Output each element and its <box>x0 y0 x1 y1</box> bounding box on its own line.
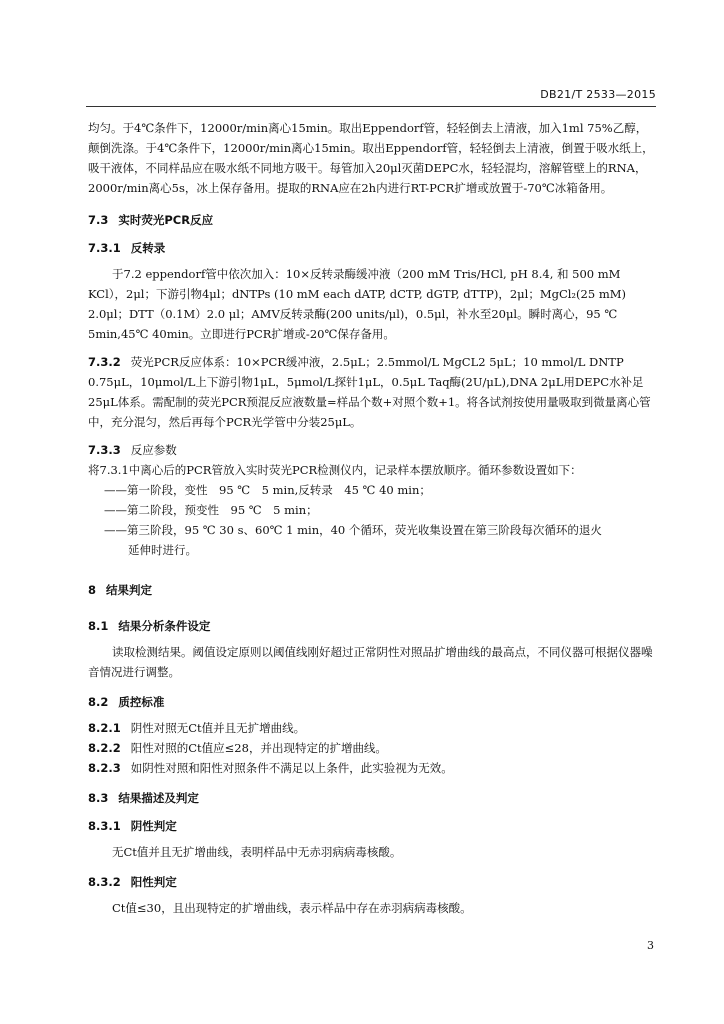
heading-7-3-3 <box>88 440 656 460</box>
list-item-8-2-2 <box>88 738 656 758</box>
paragraph-positive-result: Ct值≤30，且出现特定的扩增曲线，表示样品中存在赤羽病病毒核酸。 <box>112 901 472 915</box>
item-number: 8.2.1 <box>88 721 121 735</box>
heading-7-3 <box>88 210 656 230</box>
heading-7-3-1 <box>88 238 656 258</box>
heading-title: 实时荧光PCR反应 <box>118 213 214 227</box>
heading-number: 8.2 <box>88 695 109 709</box>
paragraph-7-3-2 <box>88 352 656 432</box>
paragraph-negative-result: 无Ct值并且无扩增曲线，表明样品中无赤羽病病毒核酸。 <box>112 845 402 859</box>
heading-8-2 <box>88 692 656 712</box>
heading-8-3 <box>88 788 656 808</box>
page-number: 3 <box>647 939 654 952</box>
heading-number: 7.3.1 <box>88 241 121 255</box>
heading-number: 8.3.1 <box>88 819 121 833</box>
heading-8 <box>88 580 656 600</box>
list-item-8-2-3 <box>88 758 656 778</box>
paragraph-number: 7.3.2 <box>88 355 121 369</box>
heading-title: 质控标准 <box>118 695 165 709</box>
heading-number: 8.3 <box>88 791 109 805</box>
paragraph-reverse-transcription: 于7.2 eppendorf管中依次加入：10×反转录酶缓冲液（200 mM Tris/HCl, pH 8.4, 和 500 mM KCl），2μl；下游引物4μl；dNTPs (10 mM each dATP, dCTP, dGTP, dTTP)，2μl；MgCl₂(25 mM) 2.0μl；DTT（0.1M）2.0 μl；AMV反转录酶(200 units/μl)，0.5μl，补水至20μl。瞬时离心，95 ℃ 5min,45℃ 40min。立即进行PCR扩增或-20℃保存备用。 <box>88 267 626 341</box>
heading-title: 反应参数 <box>130 443 177 457</box>
heading-number: 7.3.3 <box>88 443 121 457</box>
item-text: 如阴性对照和阳性对照条件不满足以上条件，此实验视为无效。 <box>130 761 453 775</box>
page-content <box>88 118 656 918</box>
header-rule <box>86 106 656 107</box>
heading-title: 阳性判定 <box>130 875 177 889</box>
list-item-stage-2: ——第二阶段，预变性 95 ℃ 5 min； <box>104 503 318 517</box>
heading-number: 7.3 <box>88 213 109 227</box>
paragraph-result-analysis: 读取检测结果。阈值设定原则以阈值线刚好超过正常阴性对照品扩增曲线的最高点，不同仪器可根据仪器噪音情况进行调整。 <box>88 645 653 679</box>
heading-title: 结果分析条件设定 <box>118 619 211 633</box>
heading-title: 反转录 <box>130 241 166 255</box>
heading-number: 8.3.2 <box>88 875 121 889</box>
paragraph-rna-extraction: 均匀。于4℃条件下，12000r/min离心15min。取出Eppendorf管，轻轻倒去上清液，加入1ml 75%乙醇，颠倒洗涤。于4℃条件下，12000r/min离心15min。取出Eppendorf管，轻轻倒去上清液，倒置于吸水纸上，吸干液体，不同样品应在吸水纸不同地方吸干。每管加入20μl灭菌DEPC水，轻轻混均，溶解管壁上的RNA，2000r/min离心5s，冰上保存备用。提取的RNA应在2h内进行RT-PCR扩增或放置于-70℃冰箱备用。 <box>88 121 654 195</box>
list-item-8-2-1 <box>88 718 656 738</box>
item-number: 8.2.2 <box>88 741 121 755</box>
item-text: 阳性对照的Ct值应≤28，并出现特定的扩增曲线。 <box>130 741 387 755</box>
heading-8-3-1 <box>88 816 656 836</box>
paragraph-reaction-parameters: 将7.3.1中离心后的PCR管放入实时荧光PCR检测仪内，记录样本摆放顺序。循环参数设置如下： <box>88 463 582 477</box>
paragraph-text: 荧光PCR反应体系：10×PCR缓冲液，2.5μL；2.5mmol/L MgCL2 5μL；10 mmol/L DNTP 0.75μL，10μmol/L上下游引物1μL，5μmol/L探针1μL，0.5μL Taq酶(2U/μL),DNA 2μL用DEPC水补足25μL体系。需配制的荧光PCR预混反应液数量=样品个数+对照个数+1。将各试剂按使用量吸取到微量离心管中，充分混匀，然后再每个PCR光学管中分装25μL。 <box>88 355 651 429</box>
list-item-stage-3-continued: 延伸时进行。 <box>128 543 197 557</box>
heading-number: 8.1 <box>88 619 109 633</box>
standard-number: DB21/T 2533—2015 <box>540 88 656 101</box>
heading-title: 结果描述及判定 <box>118 791 199 805</box>
list-item-stage-1: ——第一阶段，变性 95 ℃ 5 min,反转录 45 ℃ 40 min； <box>104 483 431 497</box>
heading-title: 结果判定 <box>106 583 153 597</box>
heading-number: 8 <box>88 583 97 597</box>
list-item-stage-3: ——第三阶段，95 ℃ 30 s、60℃ 1 min，40 个循环，荧光收集设置在第三阶段每次循环的退火 <box>104 523 602 537</box>
heading-title: 阴性判定 <box>130 819 177 833</box>
item-number: 8.2.3 <box>88 761 121 775</box>
item-text: 阴性对照无Ct值并且无扩增曲线。 <box>130 721 306 735</box>
heading-8-3-2 <box>88 872 656 892</box>
heading-8-1 <box>88 616 656 636</box>
